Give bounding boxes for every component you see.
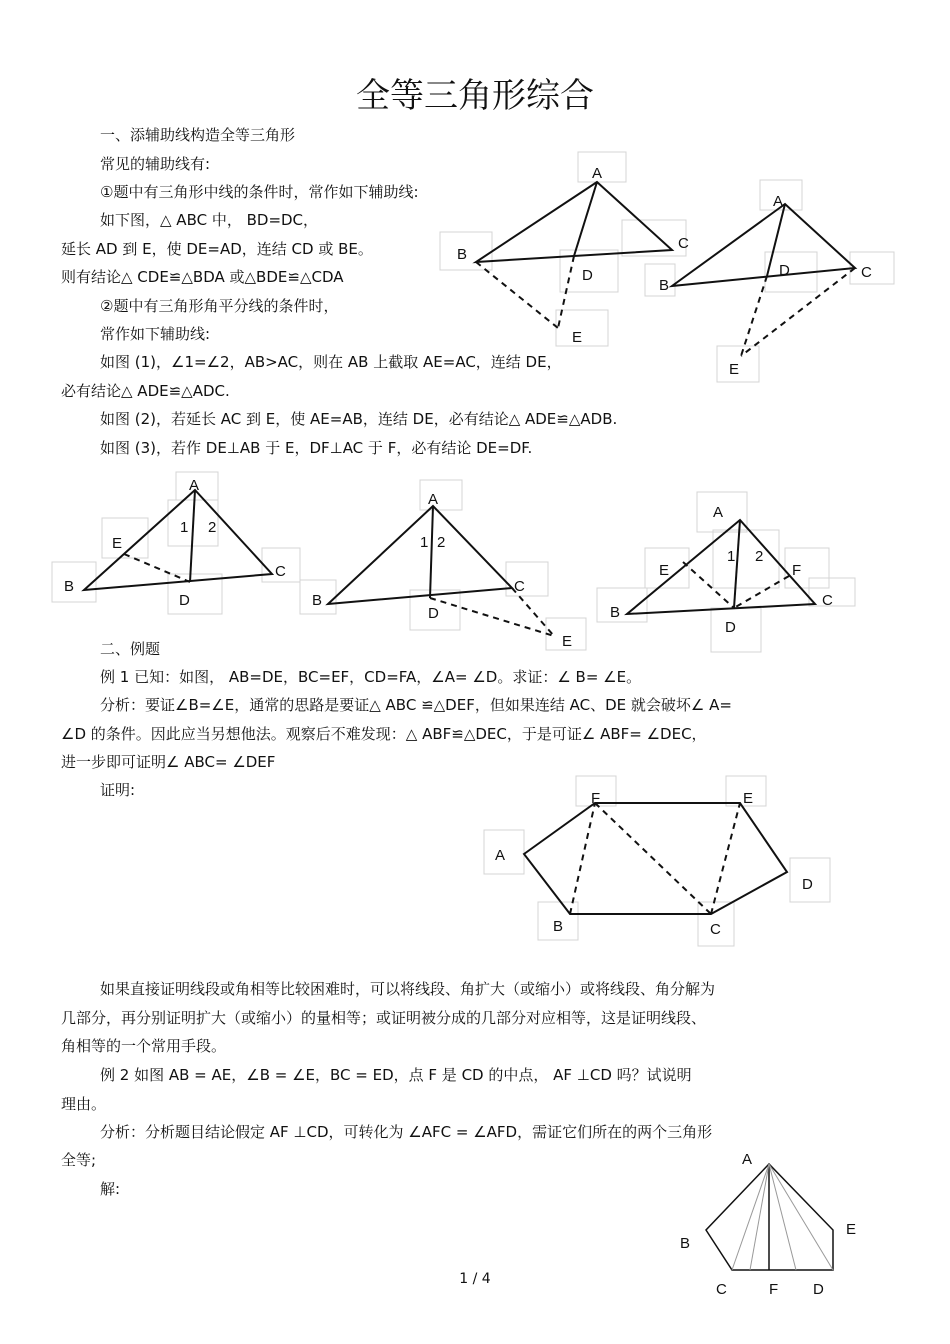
- label-B: B: [457, 246, 468, 263]
- fig3-text: 如图 (3)，若作 DE⊥AB 于 E，DF⊥AC 于 F，必有结论 DE=DF.: [100, 439, 533, 457]
- label-B: B: [64, 578, 75, 595]
- label-E: E: [562, 633, 573, 650]
- angle-1: 1: [180, 519, 189, 536]
- analysis1-line1: 分析：要证∠B=∠E，通常的思路是要证△ ABC ≌△DEF，但如果连结 AC、DE 就会破坏∠ A=: [100, 696, 732, 714]
- angle-2: 2: [755, 548, 764, 565]
- label-E: E: [659, 562, 670, 579]
- label-F: F: [769, 1281, 779, 1298]
- label-D: D: [428, 605, 439, 622]
- label-C: C: [822, 592, 833, 609]
- label-D: D: [725, 619, 736, 636]
- label-B: B: [659, 277, 670, 294]
- bisector-figure-2: [300, 478, 590, 653]
- solution-label: 解:: [100, 1180, 121, 1198]
- case2-line1: 常作如下辅助线:: [100, 325, 211, 343]
- tip-line3: 角相等的一个常用手段。: [61, 1037, 227, 1055]
- label-C: C: [275, 563, 286, 580]
- label-D: D: [179, 592, 190, 609]
- median-figure-right: [645, 178, 895, 383]
- example1-text: 例 1 已知：如图， AB=DE，BC=EF，CD=FA，∠A= ∠D。求证：∠ B= ∠E。: [100, 668, 642, 686]
- label-B: B: [553, 918, 564, 935]
- analysis1-line2: ∠D 的条件。因此应当另想他法。观察后不难发现：△ ABF≌△DEC，于是可证∠ ABF= ∠DEC，: [61, 725, 707, 743]
- label-E: E: [743, 790, 754, 807]
- bisector-figure-3: [595, 490, 857, 655]
- fig1-conclusion: 必有结论△ ADE≌△ADC.: [61, 382, 230, 400]
- section1-heading: 一、添辅助线构造全等三角形: [100, 126, 296, 144]
- angle-1: 1: [420, 534, 429, 551]
- case1-text: ①题中有三角形中线的条件时，常作如下辅助线:: [100, 183, 419, 201]
- label-E: E: [112, 535, 123, 552]
- label-A: A: [742, 1151, 753, 1168]
- case1-line1: 如下图，△ ABC 中， BD=DC，: [100, 211, 319, 229]
- label-F: F: [591, 790, 601, 807]
- label-D: D: [813, 1281, 824, 1298]
- label-C: C: [716, 1281, 727, 1298]
- tip-line2: 几部分，再分别证明扩大（或缩小）的量相等；或证明被分成的几部分对应相等，这是证明线段、: [61, 1009, 707, 1027]
- hexagon-figure: [482, 772, 832, 950]
- page-title: 全等三角形综合: [356, 76, 594, 116]
- label-E: E: [729, 361, 740, 378]
- fig1-text: 如图 (1)，∠1=∠2，AB>AC，则在 AB 上截取 AE=AC，连结 DE，: [100, 353, 562, 371]
- label-E: E: [846, 1221, 857, 1238]
- case2-text: ②题中有三角形角平分线的条件时，: [100, 297, 339, 315]
- label-D: D: [779, 262, 790, 279]
- label-C: C: [710, 921, 721, 938]
- example2-line2: 理由。: [61, 1095, 107, 1113]
- label-D: D: [802, 876, 813, 893]
- label-A: A: [592, 165, 603, 182]
- label-B: B: [312, 592, 323, 609]
- label-F: F: [792, 562, 802, 579]
- label-B: B: [610, 604, 621, 621]
- label-A: A: [495, 847, 506, 864]
- bisector-figure-1: [52, 470, 302, 620]
- label-A: A: [773, 193, 784, 210]
- label-E: E: [572, 329, 583, 346]
- label-D: D: [582, 267, 593, 284]
- angle-1: 1: [727, 548, 736, 565]
- common-lines-text: 常见的辅助线有:: [100, 155, 211, 173]
- case1-line3: 则有结论△ CDE≌△BDA 或△BDE≌△CDA: [61, 268, 344, 286]
- label-C: C: [514, 578, 525, 595]
- analysis2-line2: 全等;: [61, 1151, 97, 1169]
- tip-line1: 如果直接证明线段或角相等比较困难时，可以将线段、角扩大（或缩小）或将线段、角分解为: [100, 980, 716, 998]
- label-A: A: [713, 504, 724, 521]
- label-C: C: [861, 264, 872, 281]
- analysis2-line1: 分析：分析题目结论假定 AF ⊥CD，可转化为 ∠AFC = ∠AFD，需证它们所在的两个三角形: [100, 1123, 713, 1141]
- page-number: 1 / 4: [459, 1271, 491, 1287]
- label-A: A: [428, 491, 439, 508]
- case1-line2: 延长 AD 到 E，使 DE=AD，连结 CD 或 BE。: [61, 240, 373, 258]
- angle-2: 2: [208, 519, 217, 536]
- label-A: A: [189, 477, 200, 494]
- analysis1-line3: 进一步即可证明∠ ABC= ∠DEF: [61, 753, 276, 771]
- angle-2: 2: [437, 534, 446, 551]
- fig2-text: 如图 (2)，若延长 AC 到 E，使 AE=AB，连结 DE，必有结论△ ADE≌△ADB.: [100, 410, 618, 428]
- example2-line1: 例 2 如图 AB = AE，∠B = ∠E，BC = ED，点 F 是 CD 的中点， AF ⊥CD 吗？试说明: [100, 1066, 692, 1084]
- label-C: C: [678, 235, 689, 252]
- label-B: B: [680, 1235, 691, 1252]
- proof-label: 证明:: [100, 781, 136, 799]
- section2-heading: 二、例题: [100, 640, 161, 658]
